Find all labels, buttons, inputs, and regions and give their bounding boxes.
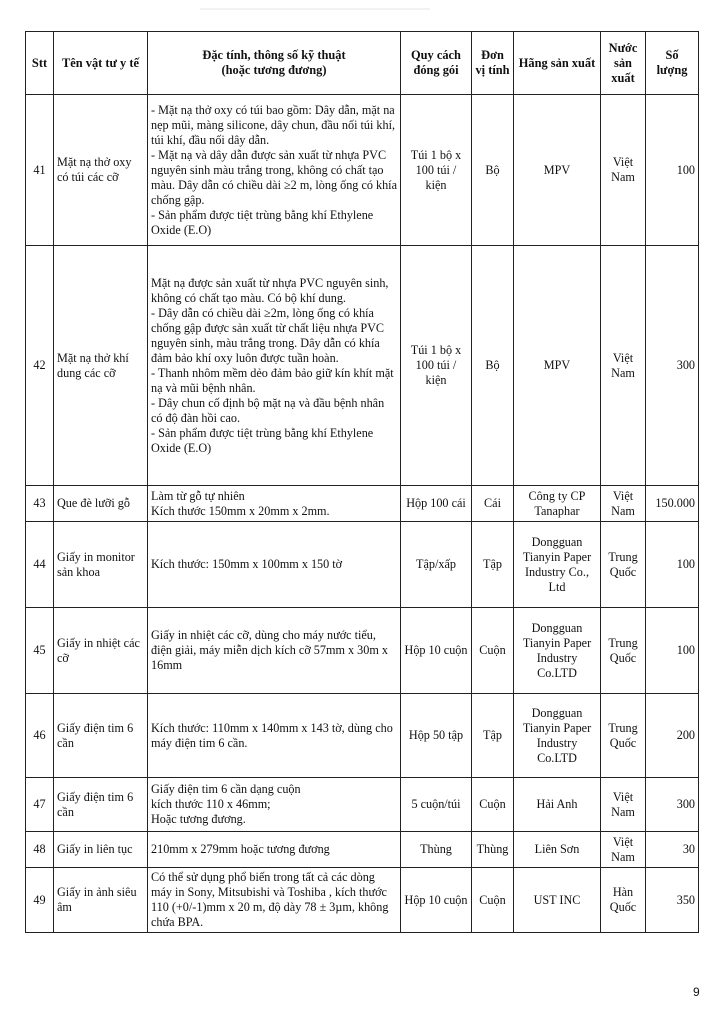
row-name: Mặt nạ thở khí dung các cỡ: [54, 246, 148, 486]
row-maker: Dongguan Tianyin Paper Industry Co.LTD: [514, 694, 601, 778]
row-name: Giấy in monitor sản khoa: [54, 522, 148, 608]
row-country: Trung Quốc: [601, 608, 646, 694]
row-maker: Công ty CP Tanaphar: [514, 486, 601, 522]
row-qty: 30: [646, 832, 699, 868]
row-spec: Làm từ gỗ tự nhiên Kích thước 150mm x 20mm x 2mm.: [148, 486, 401, 522]
row-country: Việt Nam: [601, 246, 646, 486]
row-country: Việt Nam: [601, 778, 646, 832]
header-country: Nước sản xuất: [601, 32, 646, 95]
row-country: Trung Quốc: [601, 522, 646, 608]
row-stt: 48: [26, 832, 54, 868]
row-maker: MPV: [514, 246, 601, 486]
row-country: Việt Nam: [601, 486, 646, 522]
row-spec: Có thể sử dụng phổ biến trong tất cả các dòng máy in Sony, Mitsubishi và Toshiba , kích thước 110 (+0/-1)mm x 20 m, độ dày 78 ± 3µm, không chứa BPA.: [148, 868, 401, 933]
row-stt: 41: [26, 95, 54, 246]
table-row: [26, 95, 699, 246]
table-header-row: [26, 32, 699, 95]
header-stt: Stt: [26, 32, 54, 95]
row-unit: Cuộn: [472, 778, 514, 832]
row-country: Việt Nam: [601, 95, 646, 246]
row-name: Giấy in nhiệt các cỡ: [54, 608, 148, 694]
row-pack: Túi 1 bộ x 100 túi / kiện: [401, 95, 472, 246]
row-country: Trung Quốc: [601, 694, 646, 778]
header-unit: Đơn vị tính: [472, 32, 514, 95]
row-name: Giấy in ảnh siêu âm: [54, 868, 148, 933]
row-spec: Kích thước: 150mm x 100mm x 150 tờ: [148, 522, 401, 608]
table-row: [26, 608, 699, 694]
row-unit: Tập: [472, 522, 514, 608]
row-country: Hàn Quốc: [601, 868, 646, 933]
row-maker: Dongguan Tianyin Paper Industry Co., Ltd: [514, 522, 601, 608]
row-spec: 210mm x 279mm hoặc tương đương: [148, 832, 401, 868]
row-name: Giấy điện tim 6 cần: [54, 694, 148, 778]
row-spec: Giấy in nhiệt các cỡ, dùng cho máy nước tiểu, điện giải, máy miễn dịch kích cỡ 57mm x 30m x 16mm: [148, 608, 401, 694]
row-pack: 5 cuộn/túi: [401, 778, 472, 832]
row-unit: Bộ: [472, 95, 514, 246]
row-name: Mặt nạ thở oxy có túi các cỡ: [54, 95, 148, 246]
row-spec: - Mặt nạ thở oxy có túi bao gồm: Dây dẫn, mặt na nẹp mũi, màng silicone, dây chun, đầu nối túi khí, túi khí, đầu nối dây dẫn. - Mặt nạ và dây dẫn được sản xuất từ nhựa PVC nguyên sinh màu trắng trong, không có chất tạo màu. Dây dẫn có chiều dài ≥2 m, lòng ống có khía chống gập. - Sản phẩm được tiệt trùng bằng khí Ethylene Oxide (E.O): [148, 95, 401, 246]
row-stt: 43: [26, 486, 54, 522]
row-stt: 44: [26, 522, 54, 608]
header-pack: Quy cách đóng gói: [401, 32, 472, 95]
table-row: [26, 694, 699, 778]
row-qty: 300: [646, 246, 699, 486]
table-row: [26, 832, 699, 868]
row-spec: Mặt nạ được sản xuất từ nhựa PVC nguyên sinh, không có chất tạo màu. Có bộ khí dung. - Dây dẫn có chiều dài ≥2m, lòng ống có khía chống gập được sản xuất từ chất liệu nhựa PVC nguyên sinh, màu trắng trong. Dây dẫn có khía đảm bảo khí oxy luôn được tuần hoàn. - Thanh nhôm mềm dẻo đảm bảo giữ kín khít mặt nạ và mũi bệnh nhân. - Dây chun cố định bộ mặt nạ và đầu bệnh nhân có độ đàn hồi cao. - Sản phẩm được tiệt trùng bằng khí Ethylene Oxide (E.O): [148, 246, 401, 486]
row-stt: 47: [26, 778, 54, 832]
row-name: Giấy điện tim 6 cần: [54, 778, 148, 832]
row-qty: 150.000: [646, 486, 699, 522]
row-qty: 100: [646, 608, 699, 694]
table-row: [26, 778, 699, 832]
faint-header-bleed: [200, 8, 430, 10]
row-unit: Cuộn: [472, 868, 514, 933]
row-stt: 42: [26, 246, 54, 486]
row-pack: Hộp 50 tập: [401, 694, 472, 778]
row-unit: Bộ: [472, 246, 514, 486]
row-maker: Liên Sơn: [514, 832, 601, 868]
row-qty: 100: [646, 522, 699, 608]
row-qty: 350: [646, 868, 699, 933]
row-stt: 45: [26, 608, 54, 694]
row-qty: 300: [646, 778, 699, 832]
table-row: [26, 522, 699, 608]
table-row: [26, 486, 699, 522]
row-name: Giấy in liên tục: [54, 832, 148, 868]
row-pack: Hộp 10 cuộn: [401, 608, 472, 694]
row-maker: Dongguan Tianyin Paper Industry Co.LTD: [514, 608, 601, 694]
supplies-table: [25, 31, 699, 933]
page-number: 9: [693, 985, 700, 999]
row-maker: MPV: [514, 95, 601, 246]
row-qty: 100: [646, 95, 699, 246]
row-spec: Kích thước: 110mm x 140mm x 143 tờ, dùng cho máy điện tim 6 cần.: [148, 694, 401, 778]
row-unit: Cuộn: [472, 608, 514, 694]
row-pack: Hộp 10 cuộn: [401, 868, 472, 933]
row-name: Que đè lưỡi gỗ: [54, 486, 148, 522]
row-maker: Hải Anh: [514, 778, 601, 832]
row-pack: Tập/xấp: [401, 522, 472, 608]
row-pack: Túi 1 bộ x 100 túi / kiện: [401, 246, 472, 486]
table-row: [26, 868, 699, 933]
row-unit: Thùng: [472, 832, 514, 868]
row-stt: 46: [26, 694, 54, 778]
row-stt: 49: [26, 868, 54, 933]
row-unit: Tập: [472, 694, 514, 778]
table-row: [26, 246, 699, 486]
row-qty: 200: [646, 694, 699, 778]
header-spec: Đặc tính, thông số kỹ thuật (hoặc tương đương): [148, 32, 401, 95]
header-name: Tên vật tư y tế: [54, 32, 148, 95]
row-pack: Thùng: [401, 832, 472, 868]
row-country: Việt Nam: [601, 832, 646, 868]
header-maker: Hãng sản xuất: [514, 32, 601, 95]
row-pack: Hộp 100 cái: [401, 486, 472, 522]
row-maker: UST INC: [514, 868, 601, 933]
header-qty: Số lượng: [646, 32, 699, 95]
row-spec: Giấy điện tim 6 cần dạng cuộn kích thước 110 x 46mm; Hoặc tương đương.: [148, 778, 401, 832]
row-unit: Cái: [472, 486, 514, 522]
